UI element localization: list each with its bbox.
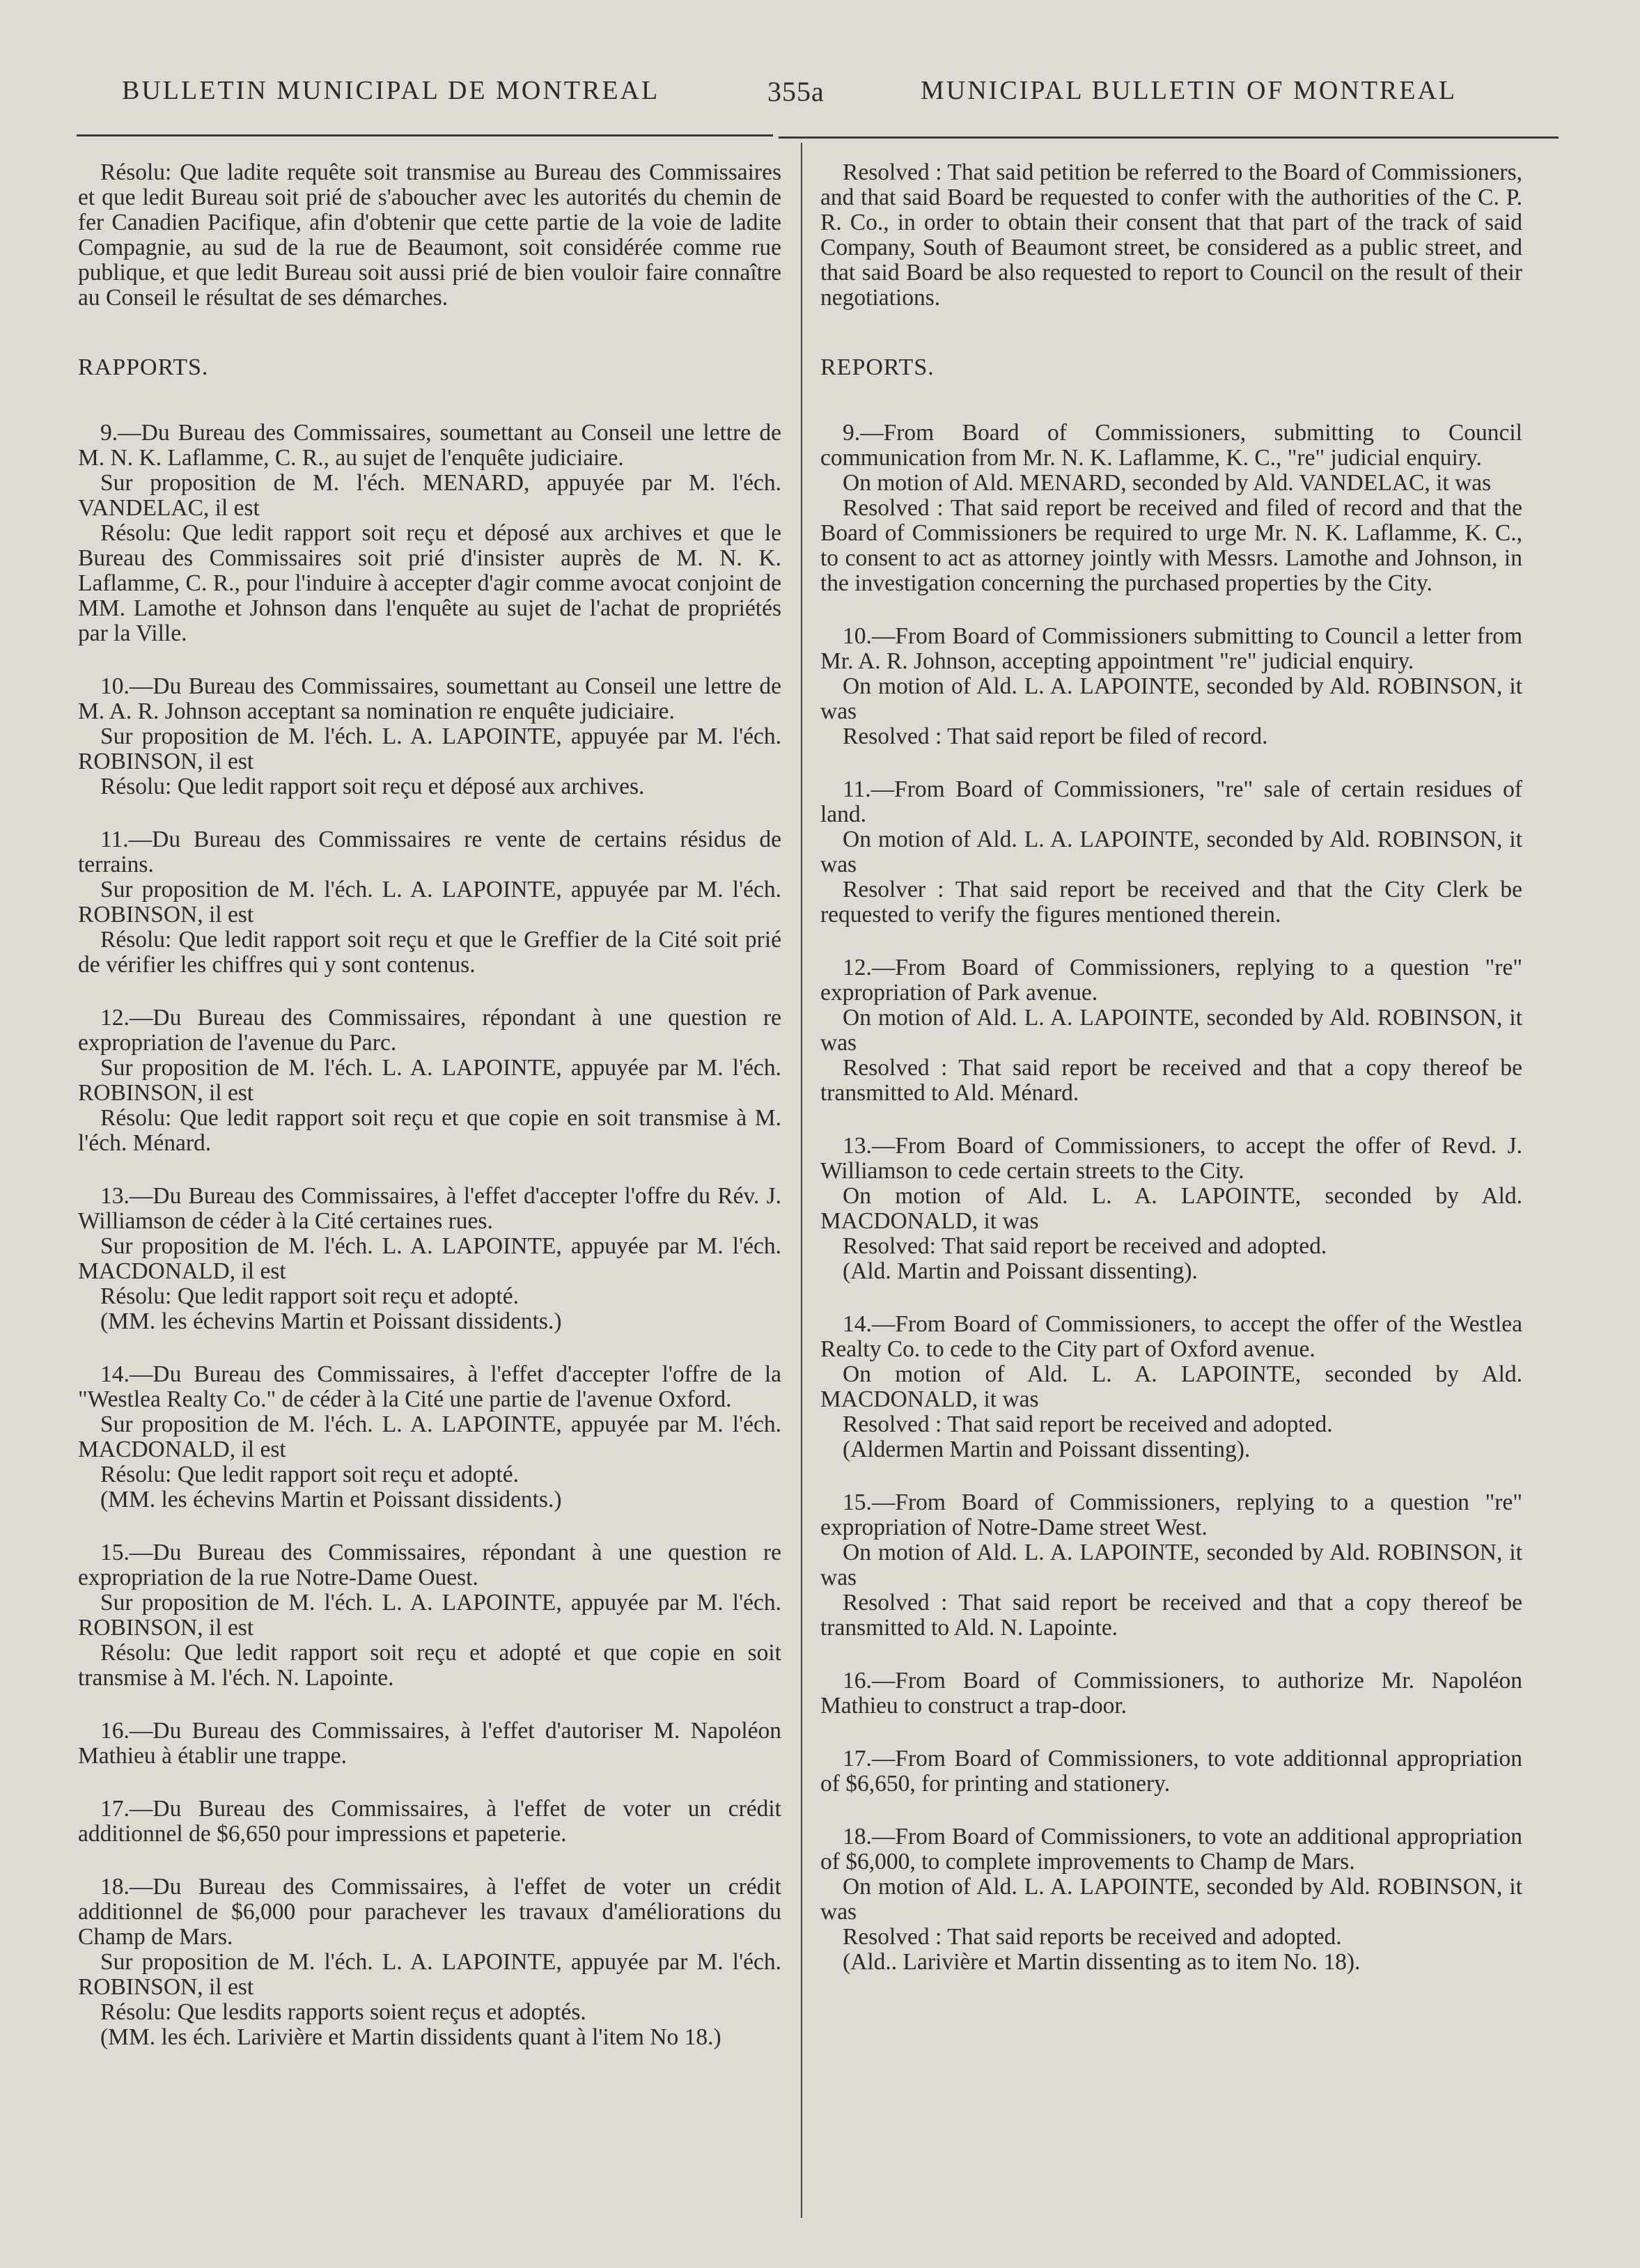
english-paragraph: Resolver : That said report be received and that the City Clerk be requested to verify the figures mentioned therein.	[820, 877, 1522, 928]
french-paragraph: 9.—Du Bureau des Commissaires, soumettant au Conseil une lettre de M. N. K. Laflamme, C. R., au sujet de l'enquête judiciaire.	[78, 420, 781, 471]
french-paragraph: 12.—Du Bureau des Commissaires, répondant à une question re expropriation de l'avenue du Parc.	[78, 1005, 781, 1056]
french-paragraph: 11.—Du Bureau des Commissaires re vente de certains résidus de terrains.	[78, 827, 781, 877]
english-paragraph: On motion of Ald. L. A. LAPOINTE, seconded by Ald. ROBINSON, it was	[820, 1874, 1522, 1925]
french-paragraph: 10.—Du Bureau des Commissaires, soumettant au Conseil une lettre de M. A. R. Johnson acceptant sa nomination re enquête judiciaire.	[78, 673, 781, 724]
french-intro-paragraph: Résolu: Que ladite requête soit transmise au Bureau des Commissaires et que ledit Bureau soit prié de s'aboucher avec les autorités du chemin de fer Canadien Pacifique, afin d'obtenir que cette partie de la voie de ladite Compagnie, au sud de la rue de Beaumont, soit considérée comme rue publique, et que ledit Bureau soit aussi prié de bien vouloir faire connaître au Conseil le résultat de ses démarches.	[78, 159, 781, 311]
header-rule-left	[77, 134, 773, 136]
header-rule-right	[779, 136, 1559, 139]
french-paragraph: Résolu: Que lesdits rapports soient reçus et adoptés.	[100, 1999, 586, 2025]
english-paragraph: 12.—From Board of Commissioners, replying to a question "re" expropriation of Park avenue.	[820, 955, 1522, 1006]
english-paragraph: Resolved : That said report be received and that a copy thereof be transmitted to Ald. N. Lapointe.	[820, 1590, 1522, 1641]
english-paragraph: Resolved : That said report be received and that a copy thereof be transmitted to Ald. Ménard.	[820, 1055, 1522, 1106]
french-paragraph: Sur proposition de M. l'éch. L. A. LAPOINTE, appuyée par M. l'éch. MACDONALD, il est	[78, 1411, 781, 1462]
french-paragraph: Résolu: Que ledit rapport soit reçu et adopté.	[100, 1283, 519, 1309]
english-paragraph: Resolved : That said reports be received and adopted.	[843, 1924, 1342, 1950]
english-section-heading: REPORTS.	[820, 354, 935, 380]
english-paragraph: On motion of Ald. L. A. LAPOINTE, seconded by Ald. ROBINSON, it was	[820, 1005, 1522, 1056]
french-paragraph: 18.—Du Bureau des Commissaires, à l'effet de voter un crédit additionnel de $6,000 pour parachever les travaux d'améliorations du Champ de Mars.	[78, 1874, 781, 1950]
french-paragraph: Sur proposition de M. l'éch. L. A. LAPOINTE, appuyée par M. l'éch. MACDONALD, il est	[78, 1233, 781, 1284]
english-paragraph: 18.—From Board of Commissioners, to vote an additional appropriation of $6,000, to complete improvements to Champ de Mars.	[820, 1824, 1522, 1875]
english-paragraph: 13.—From Board of Commissioners, to accept the offer of Revd. J. Williamson to cede certain streets to the City.	[820, 1133, 1522, 1184]
english-paragraph: 17.—From Board of Commissioners, to vote additionnal appropriation of $6,650, for printing and stationery.	[820, 1746, 1522, 1797]
english-paragraph: 14.—From Board of Commissioners, to accept the offer of the Westlea Realty Co. to cede to the City part of Oxford avenue.	[820, 1311, 1522, 1362]
english-paragraph: On motion of Ald. L. A. LAPOINTE, seconded by Ald. ROBINSON, it was	[820, 1540, 1522, 1590]
french-paragraph: Sur proposition de M. l'éch. L. A. LAPOINTE, appuyée par M. l'éch. ROBINSON, il est	[78, 1590, 781, 1641]
header-title-english: MUNICIPAL BULLETIN OF MONTREAL	[921, 76, 1458, 105]
english-column	[820, 160, 1522, 1975]
french-paragraph: Sur proposition de M. l'éch. L. A. LAPOINTE, appuyée par M. l'éch. ROBINSON, il est	[78, 724, 781, 774]
french-paragraph: Résolu: Que ledit rapport soit reçu et déposé aux archives et que le Bureau des Commissaires soit prié d'insister auprès de M. N. K. Laflamme, C. R., pour l'induire à accepter d'agir comme avocat conjoint de MM. Lamothe et Johnson dans l'enquête au sujet de l'achat de propriétés par la Ville.	[78, 520, 781, 646]
french-section-heading: RAPPORTS.	[78, 354, 209, 380]
french-paragraph: Résolu: Que ledit rapport soit reçu et que copie en soit transmise à M. l'éch. Ménard.	[78, 1105, 781, 1156]
column-divider	[801, 143, 802, 2218]
english-paragraph: Resolved: That said report be received and adopted.	[843, 1233, 1327, 1259]
french-paragraph: Résolu: Que ledit rapport soit reçu et que le Greffier de la Cité soit prié de vérifier les chiffres qui y sont contenus.	[78, 927, 781, 978]
english-paragraph: Resolved : That said report be received and adopted.	[843, 1411, 1333, 1437]
page-number: 355a	[767, 76, 825, 107]
french-paragraph: Sur proposition de M. l'éch. L. A. LAPOINTE, appuyée par M. l'éch. ROBINSON, il est	[78, 877, 781, 928]
english-paragraph: 10.—From Board of Commissioners submitting to Council a letter from Mr. A. R. Johnson, accepting appointment "re" judicial enquiry.	[820, 623, 1522, 674]
french-paragraph: 16.—Du Bureau des Commissaires, à l'effet d'autoriser M. Napoléon Mathieu à établir une trappe.	[78, 1718, 781, 1769]
french-paragraph: 17.—Du Bureau des Commissaires, à l'effet de voter un crédit additionnel de $6,650 pour impressions et papeterie.	[78, 1796, 781, 1847]
english-paragraph: On motion of Ald. L. A. LAPOINTE, seconded by Ald. MACDONALD, it was	[820, 1361, 1522, 1412]
french-paragraph: Résolu: Que ledit rapport soit reçu et déposé aux archives.	[100, 774, 645, 799]
french-paragraph: (MM. les éch. Larivière et Martin dissidents quant à l'item No 18.)	[100, 2024, 721, 2050]
french-column	[78, 160, 781, 2050]
french-paragraph: (MM. les échevins Martin et Poissant dissidents.)	[100, 1308, 562, 1334]
french-paragraph: Sur proposition de M. l'éch. L. A. LAPOINTE, appuyée par M. l'éch. ROBINSON, il est	[78, 1949, 781, 2000]
english-paragraph: 9.—From Board of Commissioners, submitting to Council communication from Mr. N. K. Laflamme, K. C., "re" judicial enquiry.	[820, 420, 1522, 471]
english-paragraph: 15.—From Board of Commissioners, replying to a question "re" expropriation of Notre-Dame street West.	[820, 1489, 1522, 1540]
english-paragraph: On motion of Ald. L. A. LAPOINTE, seconded by Ald. ROBINSON, it was	[820, 673, 1522, 724]
english-intro-paragraph: Resolved : That said petition be referred to the Board of Commissioners, and that said Board be requested to confer with the authorities of the C. P. R. Co., in order to obtain their consent that that part of the track of said Company, South of Beaumont street, be considered as a public street, and that said Board be also requested to report to Council on the result of their negotiations.	[820, 159, 1522, 311]
french-paragraph: 15.—Du Bureau des Commissaires, répondant à une question re expropriation de la rue Notre-Dame Ouest.	[78, 1540, 781, 1590]
english-paragraph: (Ald. Martin and Poissant dissenting).	[843, 1258, 1198, 1284]
header-title-french: BULLETIN MUNICIPAL DE MONTREAL	[122, 76, 660, 105]
english-paragraph: (Aldermen Martin and Poissant dissenting).	[843, 1437, 1251, 1462]
english-paragraph: On motion of Ald. MENARD, seconded by Ald. VANDELAC, it was	[843, 470, 1492, 496]
english-paragraph: On motion of Ald. L. A. LAPOINTE, seconded by Ald. ROBINSON, it was	[820, 827, 1522, 877]
english-paragraph: On motion of Ald. L. A. LAPOINTE, seconded by Ald. MACDONALD, it was	[820, 1183, 1522, 1234]
french-paragraph: Sur proposition de M. l'éch. L. A. LAPOINTE, appuyée par M. l'éch. ROBINSON, il est	[78, 1055, 781, 1106]
english-paragraph: 16.—From Board of Commissioners, to authorize Mr. Napoléon Mathieu to construct a trap-door.	[820, 1668, 1522, 1719]
french-paragraph: Résolu: Que ledit rapport soit reçu et adopté.	[100, 1462, 519, 1487]
english-paragraph: 11.—From Board of Commissioners, "re" sale of certain residues of land.	[820, 776, 1522, 827]
french-paragraph: 13.—Du Bureau des Commissaires, à l'effet d'accepter l'offre du Rév. J. Williamson de céder à la Cité certaines rues.	[78, 1183, 781, 1234]
french-paragraph: Résolu: Que ledit rapport soit reçu et adopté et que copie en soit transmise à M. l'éch. N. Lapointe.	[78, 1640, 781, 1691]
english-paragraph: Resolved : That said report be filed of record.	[843, 724, 1268, 749]
french-paragraph: Sur proposition de M. l'éch. MENARD, appuyée par M. l'éch. VANDELAC, il est	[78, 470, 781, 521]
english-paragraph: (Ald.. Larivière et Martin dissenting as to item No. 18).	[843, 1949, 1361, 1975]
english-paragraph: Resolved : That said report be received and filed of record and that the Board of Commissioners be required to urge Mr. N. K. Laflamme, K. C., to consent to act as attorney jointly with Messrs. Lamothe and Johnson, in the investigation concerning the purchased properties by the City.	[820, 495, 1522, 596]
french-paragraph: 14.—Du Bureau des Commissaires, à l'effet d'accepter l'offre de la "Westlea Realty Co." de céder à la Cité une partie de l'avenue Oxford.	[78, 1361, 781, 1412]
french-paragraph: (MM. les échevins Martin et Poissant dissidents.)	[100, 1487, 562, 1512]
